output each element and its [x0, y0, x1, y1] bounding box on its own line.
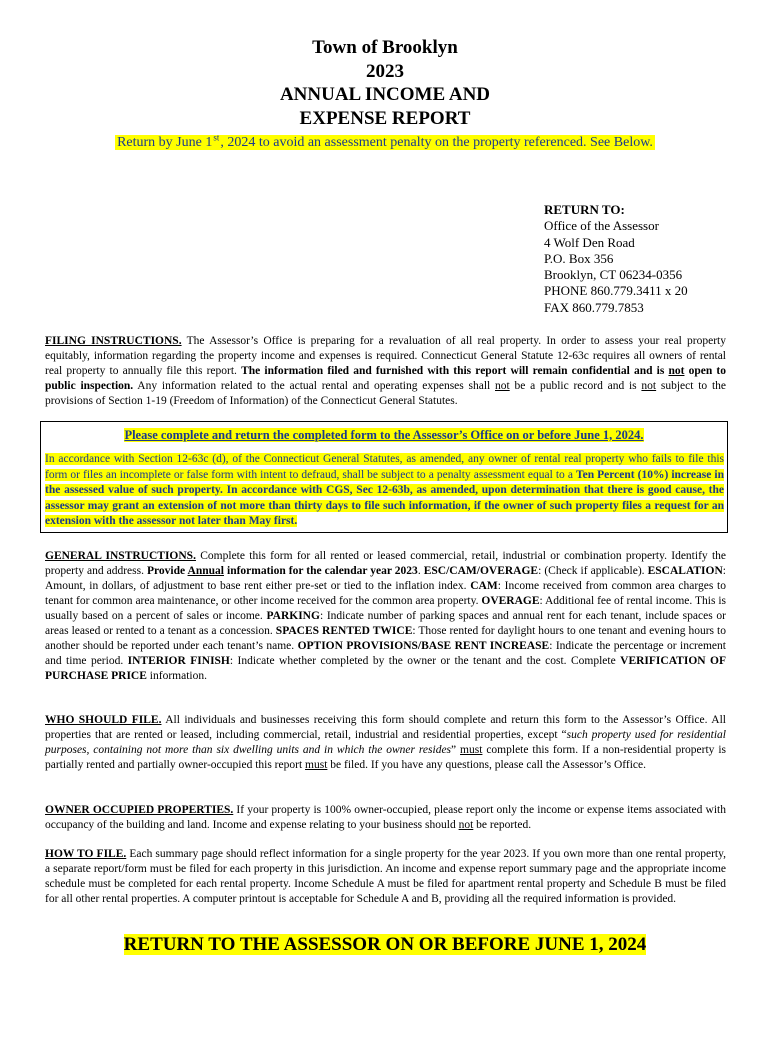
address-line: Brooklyn, CT 06234-0356 — [544, 267, 683, 283]
document-page — [0, 36, 770, 1060]
footer-text: RETURN TO THE ASSESSOR ON OR BEFORE JUNE 1, 2024 — [123, 934, 647, 955]
section-heading: HOW TO FILE. — [45, 848, 127, 860]
box-heading: Please complete and return the completed form to the Assessor’s Office on or before June 1, 2024. — [124, 428, 644, 442]
who-should-file: WHO SHOULD FILE. All individuals and businesses receiving this form should complete and return this form to the Assessor’s Office. All properties that are rented or leased, including commercial, retail, industrial and residential properties, except “such property used for residential purposes, containing not more than six dwelling units and in which the owner resides” must complete this form. If a non-residential property is partially rented and partially owner-occupied this report must be filed. If you have any questions, please call the Assessor’s Office. — [45, 714, 726, 771]
return-to-heading: RETURN TO: — [544, 202, 625, 217]
document-title — [0, 36, 770, 130]
owner-occupied-properties: OWNER OCCUPIED PROPERTIES. If your property is 100% owner-occupied, please report only the income or expense items associated with occupancy of the building and land. Income and expense relating to your business should not be reported. — [45, 804, 726, 831]
footer-deadline — [0, 934, 770, 956]
filing-instructions: FILING INSTRUCTIONS. The Assessor’s Office is preparing for a revaluation of all real property. In order to assess your real property equitably, information regarding the property income and expenses is required. Connecticut General Statute 12-63c requires all owners of rental real property to annually file this report. The information filed and furnished with this report will remain confidential and is not open to public inspection. Any information related to the actual rental and operating expenses shall not be a public record and is not subject to the provisions of Section 1-19 (Freedom of Information) of the Connecticut General Statutes. — [45, 335, 726, 407]
address-line: P.O. Box 356 — [544, 250, 614, 266]
address-line: 4 Wolf Den Road — [544, 234, 635, 250]
section-heading: GENERAL INSTRUCTIONS. — [45, 550, 196, 562]
return-address — [544, 202, 688, 316]
penalty-notice-box — [40, 421, 728, 533]
how-to-file: HOW TO FILE. Each summary page should reflect information for a single property for the year 2023. If you own more than one rental property, a separate report/form must be filed for each property in this jurisdiction. An income and expense report summary page and the appropriate income schedule must be completed for each rental property. Income Schedule A must be filed for apartment rental property and Schedule B must be filed for all other rental properties. A computer printout is acceptable for Schedule A and B, providing all the required information is provided. — [45, 848, 726, 905]
fax-line: FAX 860.779.7853 — [544, 299, 644, 315]
title-line-report-2: EXPENSE REPORT — [299, 107, 471, 129]
section-heading: OWNER OCCUPIED PROPERTIES. — [45, 804, 234, 816]
title-line-report-1: ANNUAL INCOME AND — [279, 84, 491, 105]
general-instructions: GENERAL INSTRUCTIONS. Complete this form for all rented or leased commercial, retail, industrial or combination property. Identify the property and address. Provide Annual information for the calendar year 2023. ESC/CAM/OVERAGE: (Check if applicable). ESCALATION: Amount, in dollars, of adjustment to base rent either pre-set or tied to the inflation index. CAM: Income received from common area charges to tenant for common area maintenance, or other income received for the common area property. OVERAGE: Additional fee of rental income. This is usually based on a percent of sales or income. PARKING: Indicate number of parking spaces and annual rent for each tenant, include spaces or areas leased or rented to a tenant as a concession. SPACES RENTED TWICE: Those rented for daylight hours to one tenant and evening hours to another should be reported under each tenant’s name. OPTION PROVISIONS/BASE RENT INCREASE: Indicate the percentage or increment and time period. INTERIOR FINISH: Indicate whether completed by the owner or the tenant and the cost. Complete VERIFICATION OF PURCHASE PRICE information. — [45, 550, 726, 682]
penalty-text: In accordance with Section 12-63c (d), of the Connecticut General Statutes, as amended, any owner of rental real property who fails to file this form or files an incomplete or false form with intent to defraud, shall be subject to a penalty assessment equal to a Ten Percent (10%) increase in the assessed value of such property. In accordance with CGS, Sec 12-63b, as amended, upon determination that there is good cause, the assessor may grant an extension of not more than thirty days to file such information, if the owner of such property files a request for an extension with the assessor not later than May first. — [45, 453, 725, 527]
section-heading: FILING INSTRUCTIONS. — [45, 335, 182, 347]
phone-line: PHONE 860.779.3411 x 20 — [544, 283, 688, 299]
return-deadline-notice: Return by June 1st, 2024 to avoid an assessment penalty on the property referenced. See Below. — [117, 132, 653, 150]
address-line: Office of the Assessor — [544, 218, 659, 234]
title-line-town: Town of Brooklyn — [312, 37, 458, 58]
section-heading: WHO SHOULD FILE. — [45, 714, 162, 726]
title-line-year: 2023 — [366, 60, 404, 82]
